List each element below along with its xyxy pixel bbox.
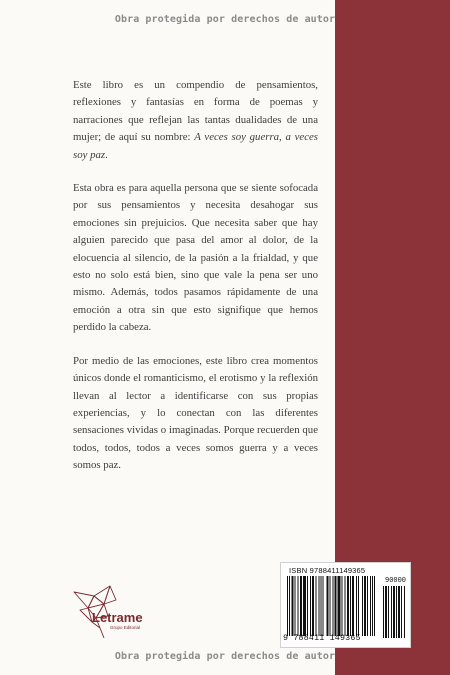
book-title-inline: A veces soy guerra, a veces soy paz [73, 131, 318, 161]
back-cover-blurb [73, 77, 318, 491]
publisher-name: Letrame [92, 610, 143, 625]
price-code: 90000 [385, 577, 407, 585]
blurb-paragraph-3: Por medio de las emociones, este libro crea momentos únicos donde el romanticismo, el erotismo y la reflexión llevan al lector a identificarse con sus propias experiencias, y lo conectan con las diferentes sensaciones vividas o imaginadas. Porque recuerden que todos, todos, todos a veces somos guerra y a veces somos paz. [73, 354, 318, 472]
publisher-subtitle: Grupo Editorial [110, 625, 141, 630]
isbn-barcode [280, 562, 411, 648]
blurb-paragraph-1-text: Este libro es un compendio de pensamientos, reflexiones y fantasías en forma de poemas y narraciones que reflejan las tantas dualidades de una mujer; de aquí su nombre: [73, 79, 318, 144]
isbn-label: ISBN 9788411149365 [289, 566, 366, 575]
ean-barcode-bars [287, 576, 379, 636]
copyright-watermark-bottom: Obra protegida por derechos de autor [114, 651, 336, 662]
addon-barcode-bars [383, 586, 405, 638]
blurb-paragraph-1-end: . [105, 148, 108, 161]
blurb-paragraph-1 [73, 77, 318, 164]
ean-digits: 9 788411 149365 [283, 634, 361, 643]
blurb-paragraph-2: Esta obra es para aquella persona que se siente sofocada por sus pensamientos y necesita desahogar sus emociones sin prejuicios. Que necesita saber que hay alguien parecido que pasa del amor al dolor, de la elocuencia al silencio, de la pasión a la frialdad, y que esto no solo está bien, sino que vale la pena ser uno mismo. Además, todos pasamos rápidamente de una emoción a otra sin que esto signifique que hemos perdido la cabeza. [73, 182, 318, 334]
copyright-watermark-top: Obra protegida por derechos de autor [114, 14, 336, 25]
